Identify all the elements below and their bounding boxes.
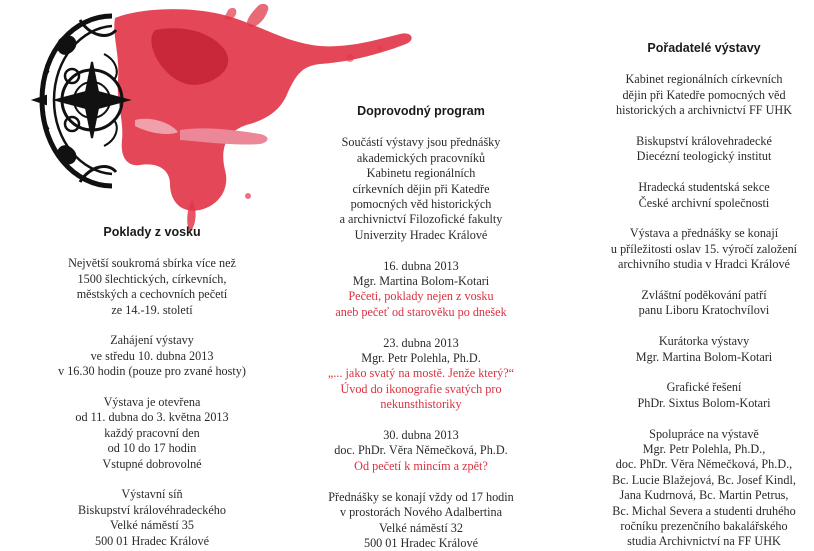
- collaboration-credit: Spolupráce na výstavě Mgr. Petr Polehla, Ph.D., doc. PhDr. Věra Němečková, Ph.D., Bc. Lucie Blažejová, Bc. Josef Kindl, Jana Kudrnová, Bc. Martin Petrus, Bc. Michal Severa a studenti druhého ročníku prezenčního bakalářského studia Archivnictví na FF UHK: [612, 426, 796, 549]
- organizer-block: Hradecká studentská sekce České archivní společnosti: [638, 180, 770, 210]
- lecture-title: aneb pečeť od starověku po dnešek: [335, 304, 507, 319]
- lecture-date: 16. dubna 2013: [383, 258, 459, 273]
- opening-hours: Výstava je otevřena od 11. dubna do 3. května 2013 každý pracovní den od 10 do 17 hodin Vstupné dobrovolné: [75, 395, 229, 471]
- exhibition-title: Poklady z vosku: [103, 225, 201, 239]
- lecture-title: „... jako svatý na mostě. Jenže který?“: [327, 366, 515, 381]
- lecture-title: Pečeti, poklady nejen z vosku: [348, 289, 494, 304]
- organizer-block: Biskupství královehradecké Diecézní teologický institut: [636, 134, 772, 164]
- venue-address: Výstavní síň Biskupství královéhradeckého Velké náměstí 35 500 01 Hradec Králové: [78, 487, 226, 548]
- exhibition-column: [52, 225, 252, 549]
- program-column: [316, 104, 526, 551]
- design-credit: Grafické řešení PhDr. Sixtus Bolom-Kotari: [637, 380, 771, 410]
- black-ornament: [34, 16, 128, 186]
- lecture-title: Úvod do ikonografie svatých pro: [340, 381, 502, 396]
- occasion-note: Výstava a přednášky se konají u příležitosti oslav 15. výročí založení archivního studia v Hradci Králové: [610, 226, 798, 272]
- lecture-date: 30. dubna 2013: [383, 428, 459, 443]
- lecture-title: Od pečetí k mincím a zpět?: [354, 458, 488, 473]
- program-title: Doprovodný program: [357, 104, 485, 118]
- thanks-note: Zvláštní poděkování patří panu Liboru Kratochvílovi: [638, 288, 770, 318]
- program-intro: Součástí výstavy jsou přednášky akademických pracovníků Kabinetu regionálních církevních dějin při Katedře pomocných věd historických a archivnictví Filozofické fakulty Univerzity Hradec Králové: [339, 135, 503, 242]
- collection-description: Největší soukromá sbírka více než 1500 šlechtických, církevních, městských a cechovních pečetí ze 14.-19. století: [68, 256, 236, 317]
- curator-credit: Kurátorka výstavy Mgr. Martina Bolom-Kotari: [635, 334, 773, 364]
- organizer-block: Kabinet regionálních církevních dějin při Katedře pomocných věd historických a archivnictví FF UHK: [615, 72, 792, 118]
- opening-info: Zahájení výstavy ve středu 10. dubna 2013 v 16.30 hodin (pouze pro zvané hosty): [58, 333, 246, 379]
- lecture-speaker: Mgr. Martina Bolom-Kotari: [352, 274, 490, 289]
- program-footer: Přednášky se konají vždy od 17 hodin v prostorách Nového Adalbertina Velké náměstí 32 500 01 Hradec Králové: [328, 489, 514, 550]
- lecture-title: nekunsthistoriky: [380, 397, 462, 412]
- organizers-column: [596, 41, 812, 550]
- lecture-item: [316, 259, 526, 321]
- organizers-title: Pořadatelé výstavy: [647, 41, 761, 55]
- lecture-item: [316, 336, 526, 413]
- lecture-speaker: Mgr. Petr Polehla, Ph.D.: [361, 351, 481, 366]
- lecture-item: [316, 428, 526, 474]
- lecture-speaker: doc. PhDr. Věra Němečková, Ph.D.: [334, 443, 508, 458]
- lecture-date: 23. dubna 2013: [383, 335, 459, 350]
